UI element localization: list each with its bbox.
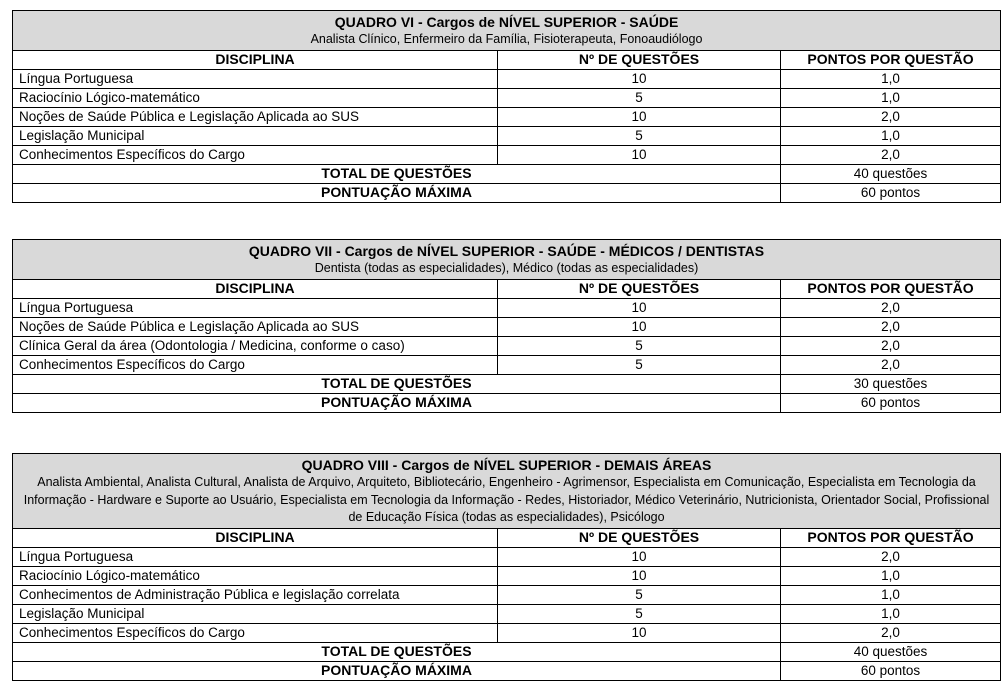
- cell-questoes: 5: [498, 336, 781, 355]
- total-questoes-value: 30 questões: [781, 374, 1001, 393]
- total-questoes-value: 40 questões: [781, 642, 1001, 661]
- cell-pontos: 1,0: [781, 604, 1001, 623]
- cell-questoes: 5: [498, 88, 781, 107]
- cell-disciplina: Clínica Geral da área (Odontologia / Medicina, conforme o caso): [13, 336, 498, 355]
- pontuacao-maxima-label: PONTUAÇÃO MÁXIMA: [13, 183, 781, 202]
- col-header-pontos: PONTOS POR QUESTÃO: [781, 279, 1001, 298]
- total-questoes-label: TOTAL DE QUESTÕES: [13, 164, 781, 183]
- cell-pontos: 2,0: [781, 107, 1001, 126]
- col-header-questoes: Nº DE QUESTÕES: [498, 50, 781, 69]
- cell-questoes: 10: [498, 298, 781, 317]
- table-row: [13, 298, 1001, 317]
- cell-questoes: 5: [498, 126, 781, 145]
- max-row: [13, 393, 1001, 412]
- cell-pontos: 1,0: [781, 585, 1001, 604]
- total-questoes-value: 40 questões: [781, 164, 1001, 183]
- pontuacao-maxima-value: 60 pontos: [781, 393, 1001, 412]
- cell-pontos: 2,0: [781, 298, 1001, 317]
- table-row: [13, 317, 1001, 336]
- quadro-vii-table: [12, 239, 1001, 413]
- col-header-disciplina: DISCIPLINA: [13, 50, 498, 69]
- cell-disciplina: Conhecimentos de Administração Pública e legislação correlata: [13, 585, 498, 604]
- column-header-row: [13, 279, 1001, 298]
- quadro-viii-table: [12, 453, 1001, 681]
- total-row: [13, 164, 1001, 183]
- total-questoes-label: TOTAL DE QUESTÕES: [13, 374, 781, 393]
- cell-disciplina: Noções de Saúde Pública e Legislação Aplicada ao SUS: [13, 317, 498, 336]
- quadro-title: QUADRO VIII - Cargos de NÍVEL SUPERIOR - DEMAIS ÁREAS: [301, 457, 712, 473]
- cell-disciplina: Língua Portuguesa: [13, 298, 498, 317]
- col-header-questoes: Nº DE QUESTÕES: [498, 279, 781, 298]
- quadro-header: [13, 11, 1001, 51]
- quadro-title: QUADRO VII - Cargos de NÍVEL SUPERIOR - SAÚDE - MÉDICOS / DENTISTAS: [248, 243, 765, 259]
- table-row: [13, 145, 1001, 164]
- table-row: [13, 336, 1001, 355]
- quadro-header: [13, 454, 1001, 529]
- table-row: [13, 585, 1001, 604]
- column-header-row: [13, 50, 1001, 69]
- cell-pontos: 2,0: [781, 145, 1001, 164]
- cell-pontos: 2,0: [781, 355, 1001, 374]
- cell-pontos: 1,0: [781, 88, 1001, 107]
- quadro-title: QUADRO VI - Cargos de NÍVEL SUPERIOR - SAÚDE: [334, 14, 679, 30]
- quadro-subtitle: Analista Clínico, Enfermeiro da Família, Fisioterapeuta, Fonoaudiólogo: [310, 32, 703, 46]
- table-row: [13, 604, 1001, 623]
- cell-disciplina: Legislação Municipal: [13, 126, 498, 145]
- pontuacao-maxima-value: 60 pontos: [781, 661, 1001, 680]
- cell-disciplina: Noções de Saúde Pública e Legislação Aplicada ao SUS: [13, 107, 498, 126]
- cell-disciplina: Língua Portuguesa: [13, 69, 498, 88]
- cell-disciplina: Conhecimentos Específicos do Cargo: [13, 355, 498, 374]
- cell-disciplina: Legislação Municipal: [13, 604, 498, 623]
- table-row: [13, 88, 1001, 107]
- pontuacao-maxima-label: PONTUAÇÃO MÁXIMA: [13, 393, 781, 412]
- cell-disciplina: Raciocínio Lógico-matemático: [13, 88, 498, 107]
- total-row: [13, 642, 1001, 661]
- cell-questoes: 10: [498, 107, 781, 126]
- quadro-vi-table: [12, 10, 1001, 203]
- cell-disciplina: Conhecimentos Específicos do Cargo: [13, 623, 498, 642]
- table-row: [13, 623, 1001, 642]
- cell-questoes: 10: [498, 566, 781, 585]
- cell-questoes: 5: [498, 585, 781, 604]
- pontuacao-maxima-value: 60 pontos: [781, 183, 1001, 202]
- cell-questoes: 10: [498, 547, 781, 566]
- total-row: [13, 374, 1001, 393]
- table-row: [13, 69, 1001, 88]
- cell-questoes: 10: [498, 69, 781, 88]
- col-header-disciplina: DISCIPLINA: [13, 528, 498, 547]
- table-row: [13, 355, 1001, 374]
- quadro-header: [13, 240, 1001, 280]
- cell-disciplina: Conhecimentos Específicos do Cargo: [13, 145, 498, 164]
- cell-pontos: 1,0: [781, 69, 1001, 88]
- quadro-subtitle: Analista Ambiental, Analista Cultural, Analista de Arquivo, Arquiteto, Bibliotecário, Engenheiro - Agrimensor, Especialista em Comunicação, Especialista em Tecnologia da Informação - Hardware e Suporte ao Usuário, Especialista em Tecnologia da Informação - Redes, Historiador, Médico Veterinário, Nutricionista, Orientador Social, Profissional de Educação Física (todas as especialidades), Psicólogo: [23, 475, 990, 524]
- cell-pontos: 2,0: [781, 336, 1001, 355]
- cell-disciplina: Raciocínio Lógico-matemático: [13, 566, 498, 585]
- column-header-row: [13, 528, 1001, 547]
- cell-pontos: 2,0: [781, 317, 1001, 336]
- cell-pontos: 2,0: [781, 623, 1001, 642]
- cell-pontos: 2,0: [781, 547, 1001, 566]
- table-row: [13, 547, 1001, 566]
- cell-questoes: 10: [498, 317, 781, 336]
- max-row: [13, 183, 1001, 202]
- cell-pontos: 1,0: [781, 126, 1001, 145]
- table-row: [13, 126, 1001, 145]
- total-questoes-label: TOTAL DE QUESTÕES: [13, 642, 781, 661]
- max-row: [13, 661, 1001, 680]
- cell-questoes: 10: [498, 623, 781, 642]
- cell-pontos: 1,0: [781, 566, 1001, 585]
- cell-disciplina: Língua Portuguesa: [13, 547, 498, 566]
- table-row: [13, 566, 1001, 585]
- cell-questoes: 10: [498, 145, 781, 164]
- col-header-pontos: PONTOS POR QUESTÃO: [781, 50, 1001, 69]
- cell-questoes: 5: [498, 355, 781, 374]
- col-header-pontos: PONTOS POR QUESTÃO: [781, 528, 1001, 547]
- cell-questoes: 5: [498, 604, 781, 623]
- col-header-disciplina: DISCIPLINA: [13, 279, 498, 298]
- col-header-questoes: Nº DE QUESTÕES: [498, 528, 781, 547]
- pontuacao-maxima-label: PONTUAÇÃO MÁXIMA: [13, 661, 781, 680]
- table-row: [13, 107, 1001, 126]
- quadro-subtitle: Dentista (todas as especialidades), Médico (todas as especialidades): [314, 261, 699, 275]
